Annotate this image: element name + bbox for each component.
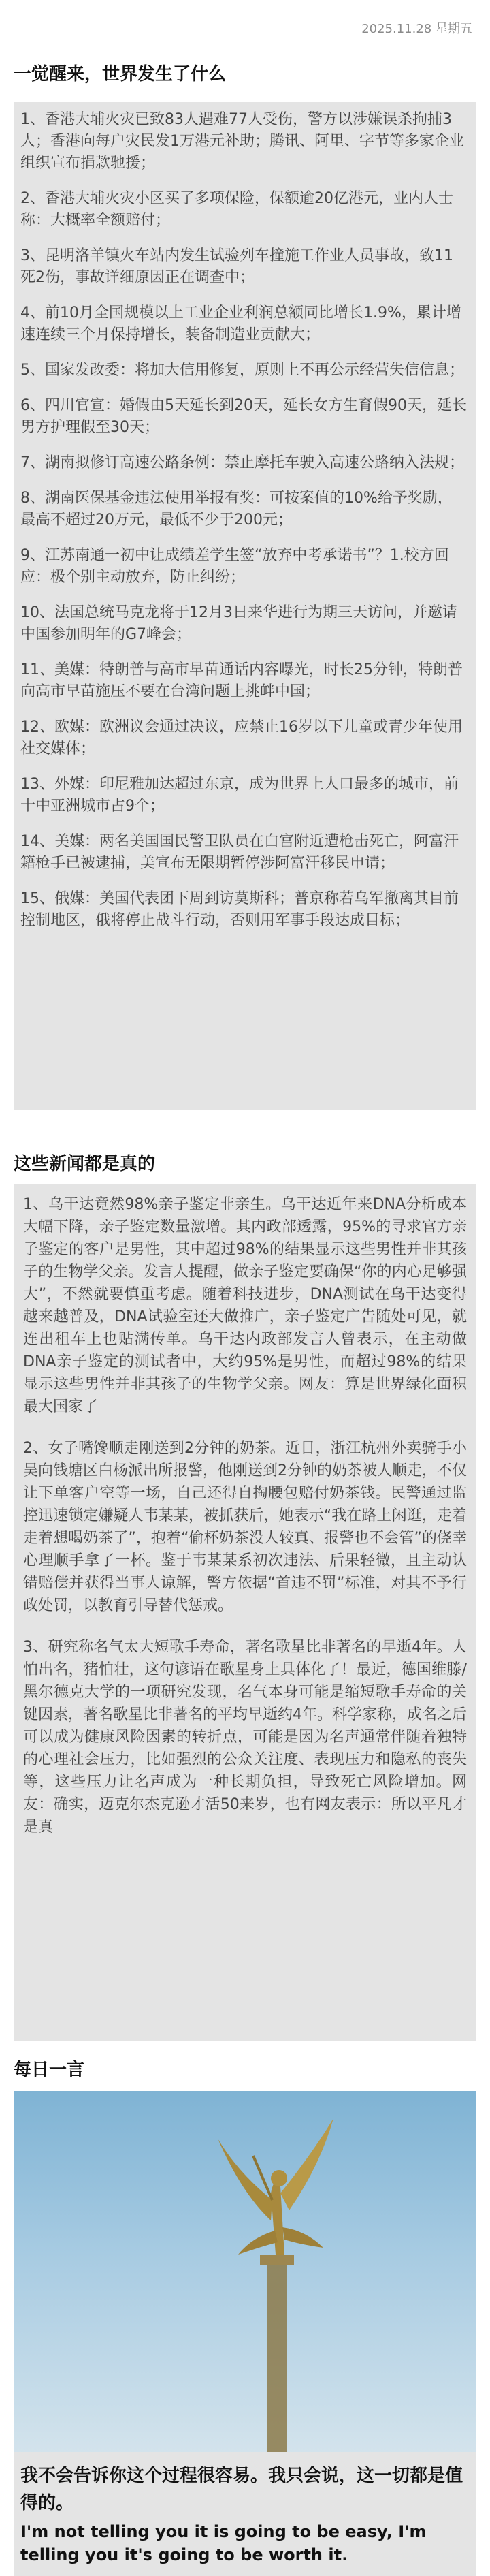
news-item: 6、四川官宣：婚假由5天延长到20天，延长女方生育假90天，延长男方护理假至30天； bbox=[20, 397, 467, 436]
news-item: 2、香港大埔火灾小区买了多项保险，保额逾20亿港元，业内人士称：大概率全额赔付； bbox=[20, 190, 453, 229]
section-title-world-news: 一觉醒来，世界发生了什么 bbox=[14, 64, 227, 84]
true-news-item: 1、乌干达竟然98%亲子鉴定非亲生。乌干达近年来DNA分析成本大幅下降，亲子鉴定数量激增。其内政部透露，95%的寻求官方亲子鉴定的客户是男性，其中超过98%的结果显示这些男性并非其孩子的生物学父亲。发言人提醒，做亲子鉴定要确保“你的内心足够强大”，不然就要慎重考虑。随着科技进步，DNA测试在乌干达变得越来越普及，DNA试验室还大做推广，亲子鉴定广告随处可见，就连出租车上也贴满传单。乌干达内政部发言人曾表示，在主动做DNA亲子鉴定的测试者中，大约95%是男性，而超过98%的结果显示这些男性并非其孩子的生物学父亲。网友：算是世界绿化面积最大国家了 bbox=[23, 1196, 467, 1415]
news-item: 3、昆明洛羊镇火车站内发生试验列车撞施工作业人员事故，致11死2伤，事故详细原因正在调查中； bbox=[20, 247, 453, 286]
news-list bbox=[14, 102, 476, 1110]
true-news-item: 3、研究称名气太大短歌手寿命，著名歌星比非著名的早逝4年。人怕出名，猪怕壮，这句谚语在歌星身上具体化了！最近，德国维滕/黑尔德克大学的一项研究发现，名气本身可能是缩短歌手寿命的关键因素，著名歌星比非著名的平均早逝约4年。科学家称，成名之后可以成为健康风险因素的转折点，可能是因为名声通常伴随着独特的心理社会压力，比如强烈的公众关注度、表现压力和隐私的丧失等，这些压力让名声成为一种长期负担，导致死亡风险增加。网友：确实，迈克尔杰克逊才活50来岁，也有网友表示：所以平凡才是真 bbox=[23, 1639, 467, 1836]
section-title-daily-quote: 每日一言 bbox=[14, 2060, 85, 2080]
news-item: 4、前10月全国规模以上工业企业利润总额同比增长1.9%，累计增速连续三个月保持增长，装备制造业贡献大； bbox=[20, 304, 461, 343]
true-news-item: 2、女子嘴馋顺走刚送到2分钟的奶茶。近日，浙江杭州外卖骑手小吴向钱塘区白杨派出所报警，他刚送到2分钟的奶茶被人顺走，不仅让下单客户空等一场，自己还得自掏腰包赔付奶茶钱。民警通过监控迅速锁定嫌疑人韦某某，被抓获后，她表示“我在路上闲逛，走着走着想喝奶茶了”，抱着“偷杯奶茶没人较真、报警也不会管”的侥幸心理顺手拿了一杯。鉴于韦某某系初次违法、后果轻微，且主动认错赔偿并获得当事人谅解，警方依据“首违不罚”标准，对其不予行政处罚，以教育引导替代惩戒。 bbox=[23, 1440, 467, 1614]
true-news-list bbox=[14, 1184, 476, 2041]
quote-chinese: 我不会告诉你这个过程很容易。我只会说，这一切都是值得的。 bbox=[20, 2466, 463, 2513]
news-item: 1、香港大埔火灾已致83人遇难77人受伤，警方以涉嫌误杀拘捕3人；香港向每户灾民发1万港元补助；腾讯、阿里、字节等多家企业组织宣布捐款驰援； bbox=[20, 111, 464, 172]
quote-english: I'm not telling you it is going to be easy, I'm telling you it's going to be worth it. bbox=[20, 2522, 427, 2564]
news-item: 10、法国总统马克龙将于12月3日来华进行为期三天访问，并邀请中国参加明年的G7峰会； bbox=[20, 604, 457, 643]
news-item: 12、欧媒：欧洲议会通过决议，应禁止16岁以下儿童或青少年使用社交媒体； bbox=[20, 719, 463, 757]
news-item: 14、美媒：两名美国国民警卫队员在白宫附近遭枪击死亡，阿富汗籍枪手已被逮捕，美宣布无限期暂停涉阿富汗移民申请； bbox=[20, 833, 459, 872]
statue-photo bbox=[14, 2091, 476, 2452]
news-item: 7、湖南拟修订高速公路条例：禁止摩托车驶入高速公路纳入法规； bbox=[20, 454, 464, 471]
news-item: 5、国家发改委：将加大信用修复，原则上不再公示经营失信信息； bbox=[20, 362, 464, 379]
section-title-true-news: 这些新闻都是真的 bbox=[14, 1154, 156, 1174]
daily-quote-card bbox=[14, 2091, 476, 2576]
statue-icon bbox=[14, 2091, 476, 2452]
date-label: 2025.11.28 星期五 bbox=[361, 22, 472, 36]
news-item: 8、湖南医保基金违法使用举报有奖：可按案值的10%给予奖励，最高不超过20万元，最低不少于200元； bbox=[20, 490, 453, 529]
news-item: 13、外媒：印尼雅加达超过东京，成为世界上人口最多的城市，前十中亚洲城市占9个； bbox=[20, 776, 459, 815]
news-item: 9、江苏南通一初中让成绩差学生签“放弃中考承诺书”？1.校方回应：极个别主动放弃，防止纠纷； bbox=[20, 547, 449, 586]
news-item: 11、美媒：特朗普与高市早苗通话内容曝光，时长25分钟，特朗普向高市早苗施压不要在台湾问题上挑衅中国； bbox=[20, 661, 463, 700]
news-item: 15、俄媒：美国代表团下周到访莫斯科；普京称若乌军撤离其目前控制地区，俄将停止战斗行动，否则用军事手段达成目标； bbox=[20, 890, 459, 929]
